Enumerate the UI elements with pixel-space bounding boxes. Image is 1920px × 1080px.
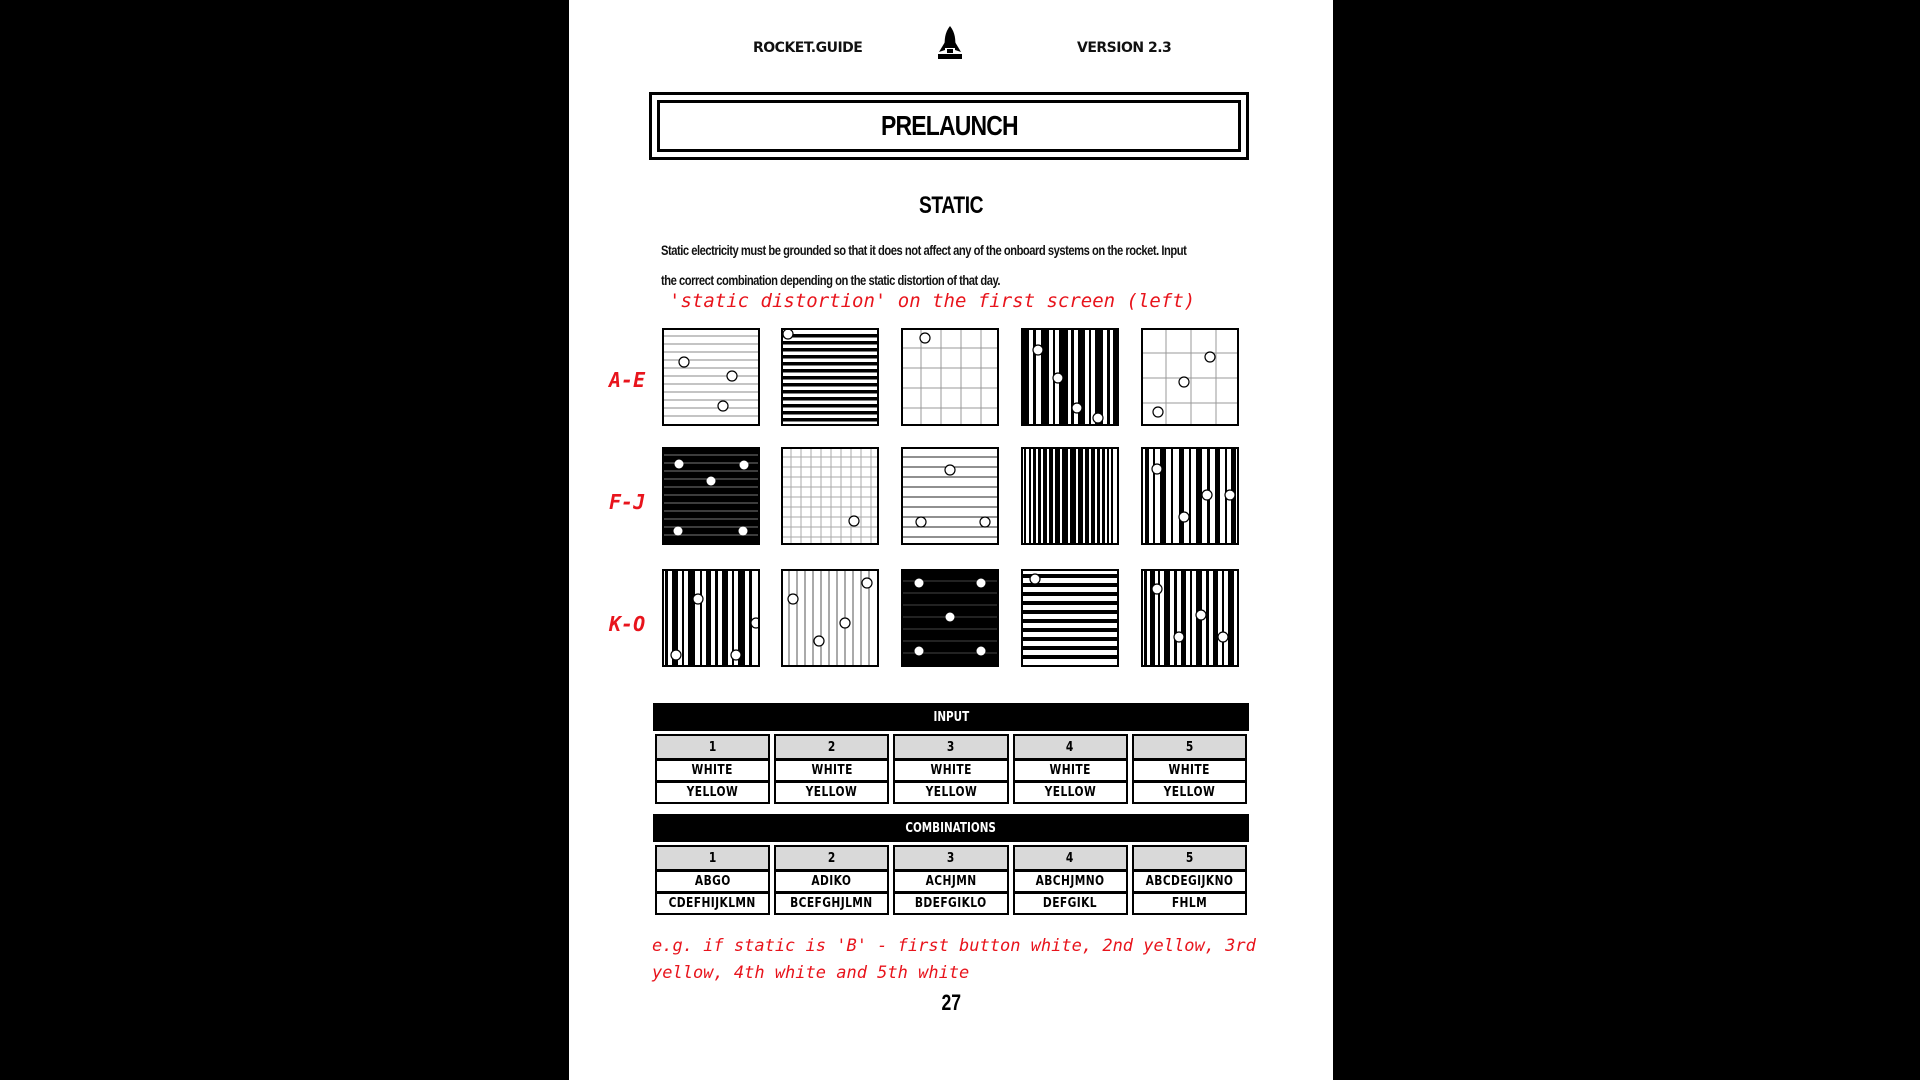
annotation-bottom	[652, 933, 1256, 987]
header-right: VERSION 2.3	[1077, 40, 1172, 56]
input-header-5: 5	[1132, 734, 1247, 760]
combo-header-3: 3	[893, 845, 1008, 871]
combo-cell-yellow-1: CDEFHIJKLMN	[655, 893, 770, 915]
rocket-icon	[934, 24, 966, 62]
instructions-line-2: the correct combination depending on the static distortion of that day.	[661, 272, 1001, 288]
input-cell-white-3: WHITE	[893, 760, 1008, 782]
pattern-tile-a	[662, 328, 760, 426]
pattern-tile-i	[1021, 447, 1119, 545]
pattern-tile-d	[1021, 328, 1119, 426]
row-label-f-j: F-J	[609, 490, 646, 514]
combo-cell-white-3: ACHJMN	[893, 871, 1008, 893]
row-label-a-e: A-E	[609, 368, 646, 392]
page-title: PRELAUNCH	[880, 110, 1018, 141]
input-cell-white-2: WHITE	[774, 760, 889, 782]
input-cell-white-4: WHITE	[1013, 760, 1128, 782]
annotation-bottom-line-2: yellow, 4th white and 5th white	[652, 963, 970, 983]
pattern-tile-c	[901, 328, 999, 426]
combo-header-2: 2	[774, 845, 889, 871]
input-header-1: 1	[655, 734, 770, 760]
input-cell-yellow-2: YELLOW	[774, 782, 889, 804]
input-header-4: 4	[1013, 734, 1128, 760]
input-table-grid	[653, 731, 1249, 804]
input-cell-white-5: WHITE	[1132, 760, 1247, 782]
input-cell-white-1: WHITE	[655, 760, 770, 782]
pattern-tile-m	[901, 569, 999, 667]
combo-cell-yellow-3: BDEFGIKLO	[893, 893, 1008, 915]
instructions-paragraph	[661, 235, 1261, 295]
input-table-title: INPUT	[653, 703, 1249, 731]
combinations-table-title: COMBINATIONS	[653, 814, 1249, 842]
input-header-2: 2	[774, 734, 889, 760]
pattern-tile-f	[662, 447, 760, 545]
instructions-line-1: Static electricity must be grounded so that it does not affect any of the onboard systems on the rocket. Input	[661, 242, 1187, 258]
manual-page	[569, 0, 1333, 1080]
section-heading: STATIC	[918, 192, 984, 219]
combo-cell-white-5: ABCDEGIJKNO	[1132, 871, 1247, 893]
input-cell-yellow-3: YELLOW	[893, 782, 1008, 804]
input-cell-yellow-5: YELLOW	[1132, 782, 1247, 804]
input-header-3: 3	[893, 734, 1008, 760]
combinations-table	[653, 814, 1249, 915]
pattern-tile-l	[781, 569, 879, 667]
combo-header-5: 5	[1132, 845, 1247, 871]
combo-cell-yellow-4: DEFGIKL	[1013, 893, 1128, 915]
pattern-tile-k	[662, 569, 760, 667]
pattern-tile-n	[1021, 569, 1119, 667]
title-frame	[649, 92, 1249, 160]
combinations-table-grid	[653, 842, 1249, 915]
annotation-bottom-line-1: e.g. if static is 'B' - first button white, 2nd yellow, 3rd	[652, 936, 1256, 956]
pattern-tile-b	[781, 328, 879, 426]
row-label-k-o: K-O	[609, 612, 646, 636]
combo-header-1: 1	[655, 845, 770, 871]
pattern-tile-g	[781, 447, 879, 545]
pattern-tile-e	[1141, 328, 1239, 426]
combo-header-4: 4	[1013, 845, 1128, 871]
input-cell-yellow-4: YELLOW	[1013, 782, 1128, 804]
combo-cell-white-2: ADIKO	[774, 871, 889, 893]
header-left: ROCKET.GUIDE	[753, 40, 863, 56]
pattern-tile-o	[1141, 569, 1239, 667]
input-cell-yellow-1: YELLOW	[655, 782, 770, 804]
combo-cell-yellow-5: FHLM	[1132, 893, 1247, 915]
combo-cell-yellow-2: BCEFGHJLMN	[774, 893, 889, 915]
combo-cell-white-4: ABCHJMNO	[1013, 871, 1128, 893]
pattern-tile-j	[1141, 447, 1239, 545]
pattern-tile-h	[901, 447, 999, 545]
combo-cell-white-1: ABGO	[655, 871, 770, 893]
page-number: 27	[941, 990, 961, 1015]
annotation-top: 'static distortion' on the first screen (left)	[669, 290, 1196, 312]
input-table	[653, 703, 1249, 804]
